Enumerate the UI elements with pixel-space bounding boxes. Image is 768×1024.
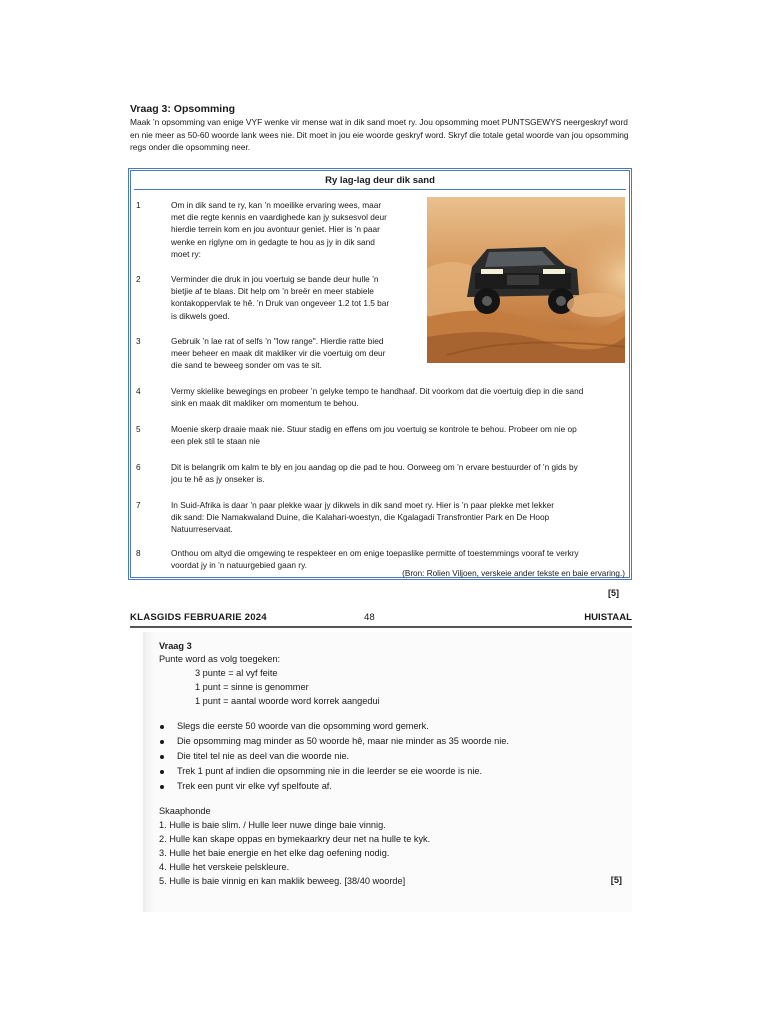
footer-page-number: 48 bbox=[364, 612, 375, 623]
paragraph-line: is dikwels goed. bbox=[171, 310, 230, 321]
footer-publication: KLASGIDS FEBRUARIE 2024 bbox=[130, 612, 267, 623]
paragraph-number: 2 bbox=[136, 274, 141, 284]
example-line: 1. Hulle is baie slim. / Hulle leer nuwe dinge baie vinnig. bbox=[159, 820, 386, 830]
paragraph-number: 8 bbox=[136, 548, 141, 558]
paragraph-number: 1 bbox=[136, 200, 141, 210]
memo-bullet: Die titel tel nie as deel van die woorde nie. bbox=[177, 751, 350, 761]
paragraph-number: 5 bbox=[136, 424, 141, 434]
paragraph-line: Gebruik ’n lae rat of selfs ’n "low range". Hierdie ratte bied bbox=[171, 336, 384, 346]
paragraph-line: een plek stil te staan nie bbox=[171, 436, 261, 447]
question-marks: [5] bbox=[608, 588, 619, 598]
title-divider bbox=[134, 189, 626, 190]
paragraph-text bbox=[171, 385, 583, 409]
question-instructions: Maak ’n opsomming van enige VYF wenke vir mense wat in dik sand moet ry. Jou opsomming moet PUNTSGEWYS neergeskryf word en nie meer as 50-60 woorde lank wees nie. Dit moet in jou eie woorde geskryf word. Skryf die totale getal woorde van jou opsomming regs onder die opsomming neer. bbox=[130, 117, 629, 153]
sand-vehicle-photo bbox=[427, 197, 625, 363]
paragraph-line: die sand te beweeg sonder om vas te sit. bbox=[171, 360, 322, 371]
paragraph-line: Verminder die druk in jou voertuig se bande deur hulle ’n bbox=[171, 274, 379, 284]
question-heading: Vraag 3: Opsomming bbox=[130, 103, 236, 115]
memo-section bbox=[143, 632, 632, 912]
paragraph-line: met die regte kennis en vaardighede kan jy suksesvol deur bbox=[171, 212, 387, 223]
memo-bullet: Slegs die eerste 50 woorde van die opsomming word gemerk. bbox=[177, 721, 429, 731]
paragraph-text bbox=[171, 461, 578, 485]
paragraph-text bbox=[171, 499, 554, 536]
paragraph-text bbox=[171, 335, 385, 372]
paragraph-line: sink en maak dit makliker om momentum te behou. bbox=[171, 398, 359, 409]
paragraph-number: 4 bbox=[136, 386, 141, 396]
memo-bullet: Trek een punt vir elke vyf spelfoute af. bbox=[177, 781, 332, 791]
passage-source: (Bron: Rolien Viljoen, verskeie ander tekste en baie ervaring.) bbox=[402, 569, 625, 578]
allocation-line: 3 punte = al vyf feite bbox=[195, 668, 278, 678]
memo-heading: Vraag 3 bbox=[159, 641, 192, 651]
paragraph-line: Dit is belangrik om kalm te bly en jou aandag op die pad te hou. Oorweeg om ’n ervare bestuurder of ’n gids by bbox=[171, 462, 578, 472]
memo-bullet: Trek 1 punt af indien die opsomming nie in die leerder se eie woorde is nie. bbox=[177, 766, 483, 776]
memo-bullet: Die opsomming mag minder as 50 woorde hê, maar nie minder as 35 woorde nie. bbox=[177, 736, 509, 746]
paragraph-line: hierdie terrein kom en jou avontuur geniet. Hier is ’n paar bbox=[171, 224, 380, 235]
allocation-line: 1 punt = aantal woorde word korrek aangedui bbox=[195, 696, 380, 706]
paragraph-line: meer beheer en maak dit makliker vir die voertuig om deur bbox=[171, 348, 386, 359]
paragraph-number: 6 bbox=[136, 462, 141, 472]
footer-subject: HUISTAAL bbox=[584, 612, 632, 623]
allocation-line: 1 punt = sinne is genommer bbox=[195, 682, 309, 692]
paragraph-line: Vermy skielike bewegings en probeer ’n gelyke tempo te handhaaf. Dit voorkom dat die voertuig diep in die sand bbox=[171, 386, 584, 396]
paragraph-line: voordat jy in ’n natuurgebied gaan ry. bbox=[171, 560, 307, 571]
paragraph-line: wenke en riglyne om in gedagte te hou as jy in dik sand bbox=[171, 236, 375, 247]
paragraph-line: In Suid-Afrika is daar ’n paar plekke waar jy dikwels in dik sand moet ry. Hier is ’n paar plekke met lekker bbox=[171, 500, 555, 510]
paragraph-text bbox=[171, 273, 389, 322]
passage-box bbox=[128, 168, 632, 580]
paragraph-line: kontakoppervlak te hê. ’n Druk van ongeveer 1.2 tot 1.5 bar bbox=[171, 298, 390, 309]
example-line: 5. Hulle is baie vinnig en kan maklik beweeg. [38/40 woorde] bbox=[159, 876, 406, 886]
paragraph-number: 7 bbox=[136, 500, 141, 510]
paragraph-number: 3 bbox=[136, 336, 141, 346]
example-line: 2. Hulle kan skape oppas en bymekaarkry deur net na hulle te kyk. bbox=[159, 834, 431, 844]
example-line: 4. Hulle het verskeie pelskleure. bbox=[159, 862, 290, 872]
memo-marks: [5] bbox=[610, 875, 622, 885]
paragraph-line: bietjie af te blaas. Dit help om ’n breër en meer stabiele bbox=[171, 286, 374, 297]
paragraph-text bbox=[171, 423, 577, 447]
page-footer bbox=[130, 612, 632, 628]
memo-intro: Punte word as volg toegeken: bbox=[159, 654, 281, 664]
paragraph-line: Natuurreservaat. bbox=[171, 524, 233, 535]
example-line: 3. Hulle het baie energie en het elke dag oefening nodig. bbox=[159, 848, 390, 858]
paragraph-line: jou te hê as jy onseker is. bbox=[171, 474, 265, 485]
paragraph-line: moet ry: bbox=[171, 248, 201, 259]
paragraph-line: dik sand: Die Namakwaland Duine, die Kalahari-woestyn, die Kgalagadi Transfrontier Park en De Hoop bbox=[171, 512, 550, 523]
passage-title: Ry lag-lag deur dik sand bbox=[325, 175, 435, 186]
paragraph-text bbox=[171, 199, 387, 260]
paragraph-line: Onthou om altyd die omgewing te respekteer en om enige toepaslike permitte of toestemmings vooraf te verkry bbox=[171, 548, 579, 558]
offroad-truck-image bbox=[427, 197, 625, 363]
paragraph-line: Om in dik sand te ry, kan ’n moeilike ervaring wees, maar bbox=[171, 200, 382, 210]
example-title: Skaaphonde bbox=[159, 806, 211, 816]
paragraph-text bbox=[171, 547, 579, 571]
paragraph-line: Moenie skerp draaie maak nie. Stuur stadig en effens om jou voertuig se kontrole te behou. Probeer om nie op bbox=[171, 424, 577, 434]
